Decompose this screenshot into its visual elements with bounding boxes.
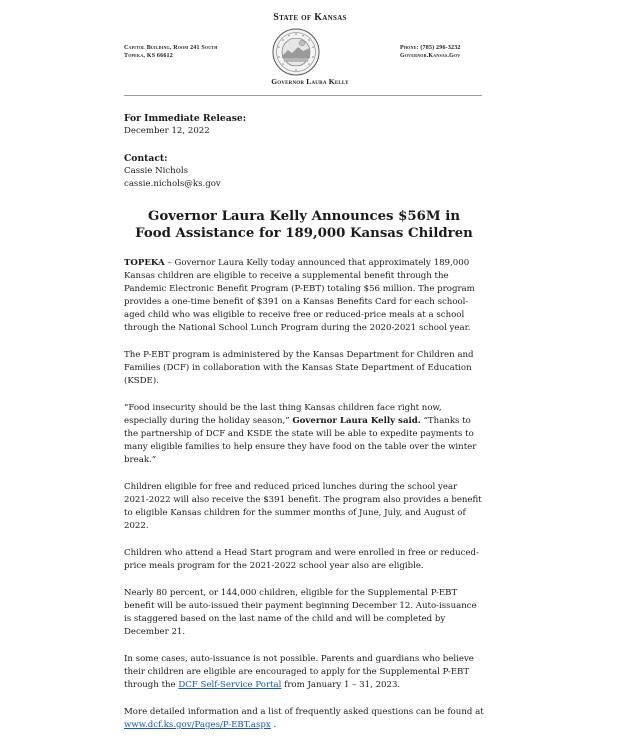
headline-line: Governor Laura Kelly Announces $56M in xyxy=(147,209,460,224)
dateline: TOPEKA xyxy=(124,258,165,268)
address-line: Phone: (785) 296-3232 xyxy=(400,45,461,51)
paragraph-5: Children who attend a Head Start program and were enrolled in free or reduced-price meals program for the 2021-2022 school year also are eligible. xyxy=(124,548,479,571)
paragraph-3 xyxy=(124,402,484,467)
letterhead-address-left xyxy=(124,44,218,60)
contact-name: Cassie Nichols xyxy=(124,166,189,176)
quote-attribution: Governor Laura Kelly said. xyxy=(292,416,421,426)
paragraph-1 xyxy=(124,257,484,335)
contact-info xyxy=(124,152,484,191)
address-line: Governor.Kansas.Gov xyxy=(400,53,461,59)
quote-text: “Food insecurity should be the last thing Kansas children face right now, especially during the holiday season,” xyxy=(124,403,442,426)
release-label: For Immediate Release: xyxy=(124,113,247,124)
address-line: Topeka, KS 66612 xyxy=(124,53,173,59)
release-date: December 12, 2022 xyxy=(124,126,210,136)
letterhead-state-title: State of Kansas xyxy=(273,12,347,23)
letterhead-address-right xyxy=(400,44,461,60)
contact-label: Contact: xyxy=(124,153,168,164)
contact-email: cassie.nichols@ks.gov xyxy=(124,179,221,189)
quote-text: “Thanks to the partnership of DCF and KSDE the state will be able to expedite payments to many eligible families to help ensure they have food on the table over the winter break.” xyxy=(124,416,477,465)
paragraph-4: Children eligible for free and reduced priced lunches during the school year 2021-2022 will also receive the $391 benefit. The program also provides a benefit to eligible Kansas children for the summer months of June, July, and August of 2022. xyxy=(124,482,482,531)
paragraph-text: . xyxy=(270,720,277,730)
paragraph-text: In some cases, auto-issuance is not possible. Parents and guardians who believe their children are eligible are encouraged to apply for the Supplemental P-EBT through the xyxy=(124,654,474,690)
headline-line: Food Assistance for 189,000 Kansas Children xyxy=(135,226,473,241)
headline xyxy=(112,208,496,242)
paragraph-text: More detailed information and a list of frequently asked questions can be found at xyxy=(124,707,484,717)
release-info xyxy=(124,112,484,138)
paragraph-6: Nearly 80 percent, or 144,000 children, eligible for the Supplemental P-EBT benefit will be auto-issued their payment beginning December 12. Auto-issuance is staggered based on the last name of the child and will be completed by December 21. xyxy=(124,588,477,637)
letterhead-governor-name: Governor Laura Kelly xyxy=(271,77,349,86)
paragraph-7 xyxy=(124,653,484,692)
paragraph-8 xyxy=(124,706,484,732)
pebt-info-link[interactable]: www.dcf.ks.gov/Pages/P-EBT.aspx xyxy=(124,720,271,730)
kansas-state-seal-icon xyxy=(272,28,320,76)
paragraph-text: from January 1 – 31, 2023. xyxy=(281,680,401,690)
dcf-portal-link[interactable]: DCF Self-Service Portal xyxy=(178,680,282,690)
address-line: Capitol Building, Room 241 South xyxy=(124,45,218,51)
press-release-body xyxy=(124,112,484,746)
paragraph-2: The P-EBT program is administered by the Kansas Department for Children and Families (DCF) in collaboration with the Kansas State Department of Education (KSDE). xyxy=(124,350,474,386)
letterhead-divider xyxy=(124,95,482,96)
paragraph-text: – Governor Laura Kelly today announced that approximately 189,000 Kansas children are eligible to receive a supplemental benefit through the Pandemic Electronic Benefit Program (P-EBT) totaling $56 million. The program provides a one-time benefit of $391 on a Kansas Benefits Card for each school-aged child who was eligible to receive free or reduced-price meals at a school through the National School Lunch Program during the 2020-2021 school year. xyxy=(124,258,475,333)
